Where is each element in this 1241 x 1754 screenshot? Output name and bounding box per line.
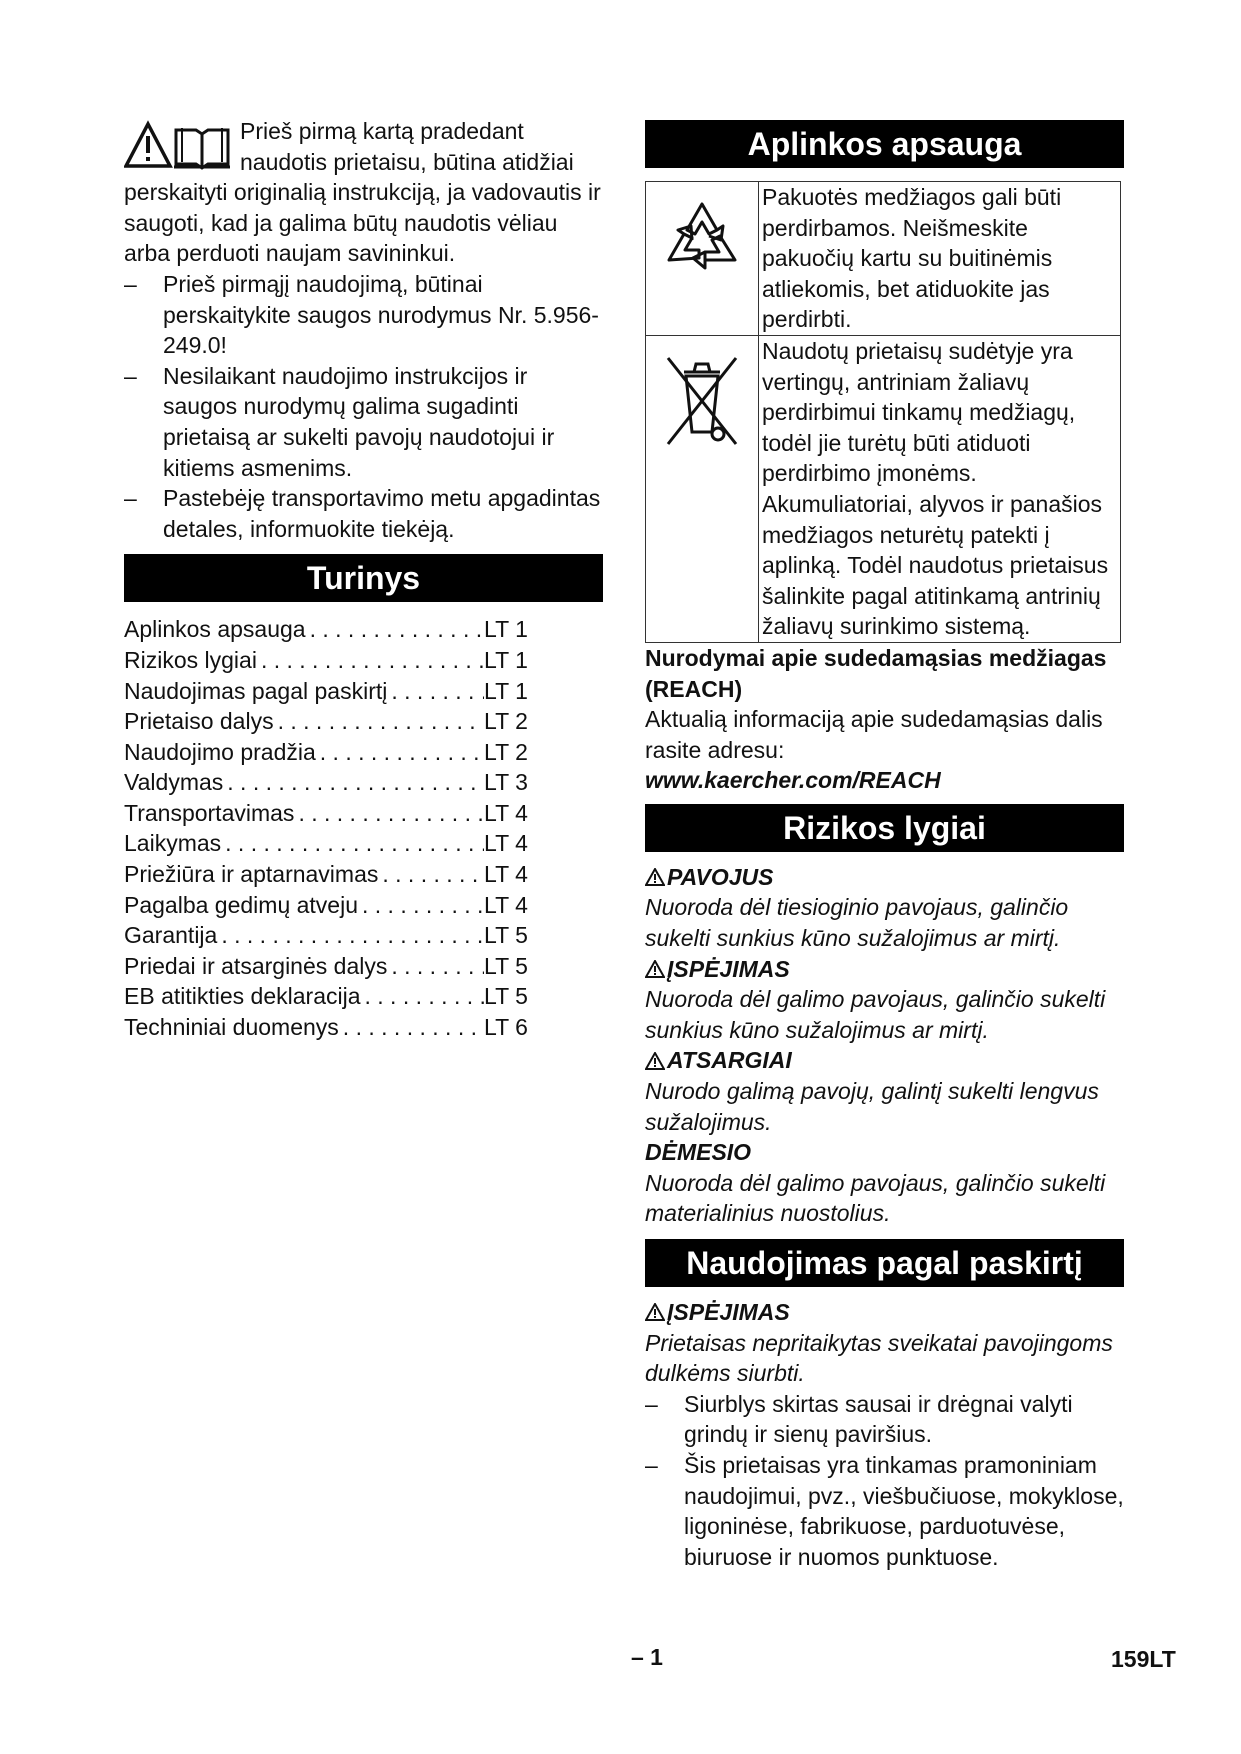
risk-level-label: PAVOJUS (645, 862, 1124, 893)
reach-link[interactable]: www.kaercher.com/REACH (645, 767, 941, 794)
warning-icon (645, 868, 665, 886)
right-column (645, 120, 1124, 1572)
list-item: – Šis prietaisas yra tinkamas pramoniniam naudojimui, pvz., viešbučiuose, mokyklose, ligoninėse, fabrikuose, parduotuvėse, biuruose ir nuomos punktuose. (645, 1450, 1124, 1572)
list-item: – Nesilaikant naudojimo instrukcijos ir saugos nurodymų galima sugadinti prietaisą ar sukelti pavojų naudotojui ir kitiems asmenims. (124, 361, 603, 483)
intro-text: Prieš pirmą kartą pradedant naudotis prietaisu, būtina atidžiai perskaityti originalią instrukciją, ja vadovautis ir saugoti, kad ja galima būtų naudotis vėliau arba perduoti naujam savininkui. (124, 118, 601, 267)
environment-heading: Aplinkos apsauga (645, 120, 1124, 168)
toc-row[interactable]: Priedai ir atsarginės dalys . . . LT 5 (124, 951, 536, 982)
usage-bullets (645, 1389, 1124, 1573)
reach-text: Aktualią informaciją apie sudedamąsias dalis rasite adresu: (645, 706, 1103, 763)
risk-level-label: ATSARGIAI (645, 1045, 1124, 1076)
usage-heading: Naudojimas pagal paskirtį (645, 1239, 1124, 1287)
table-cell (646, 182, 759, 336)
table-of-contents (124, 614, 603, 1042)
list-item: – Prieš pirmąjį naudojimą, būtinai perskaitykite saugos nurodymus Nr. 5.956-249.0! (124, 269, 603, 361)
toc-row[interactable]: Naudojimo pradžia . . . LT 2 (124, 737, 536, 768)
toc-row[interactable]: Laikymas . . . LT 4 (124, 828, 536, 859)
toc-row[interactable]: Techniniai duomenys . . . LT 6 (124, 1012, 536, 1043)
toc-heading: Turinys (124, 554, 603, 602)
left-column (124, 116, 603, 1043)
toc-row[interactable]: Garantija . . . LT 5 (124, 920, 536, 951)
toc-row[interactable]: Aplinkos apsauga . . . LT 1 (124, 614, 536, 645)
reach-title: Nurodymai apie sudedamąsias medžiagas (REACH) (645, 644, 1107, 702)
warning-icon (645, 1052, 665, 1070)
warning-icon (645, 960, 665, 978)
toc-row[interactable]: Prietaiso dalys . . . LT 2 (124, 706, 536, 737)
table-cell (646, 335, 759, 642)
risk-heading: Rizikos lygiai (645, 804, 1124, 852)
list-item: – Siurblys skirtas sausai ir drėgnai valyti grindų ir sienų paviršius. (645, 1389, 1124, 1450)
toc-row[interactable]: Transportavimas . . . LT 4 (124, 798, 536, 829)
toc-row[interactable]: Rizikos lygiai . . . LT 1 (124, 645, 536, 676)
page-number: – 1 (631, 1644, 663, 1670)
environment-table (645, 181, 1121, 643)
risk-level-text: Nuoroda dėl tiesioginio pavojaus, galinčio sukelti sunkius kūno sužalojimus ar mirtį. (645, 894, 1069, 952)
risk-level-label: DĖMESIO (645, 1139, 752, 1166)
risk-level-text: Nuoroda dėl galimo pavojaus, galinčio sukelti sunkius kūno sužalojimus ar mirtį. (645, 986, 1106, 1043)
toc-row[interactable]: Valdymas . . . LT 3 (124, 767, 536, 798)
crossed-bin-icon (662, 350, 742, 450)
usage-section (645, 1297, 1124, 1572)
risk-levels (645, 862, 1124, 1229)
usage-warning-text: Prietaisas nepritaikytas sveikatai pavojingoms dulkėms siurbti. (645, 1329, 1113, 1387)
risk-level-text: Nuoroda dėl galimo pavojaus, galinčio sukelti materialinius nuostolius. (645, 1169, 1106, 1227)
toc-row[interactable]: Priežiūra ir aptarnavimas . . . LT 4 (124, 859, 536, 890)
toc-row[interactable]: Pagalba gedimų atveju . . . LT 4 (124, 890, 536, 921)
recycling-icon (657, 196, 747, 286)
toc-row[interactable]: EB atitikties deklaracija . . . LT 5 (124, 981, 536, 1012)
risk-level-text: Nurodo galimą pavojų, galintį sukelti lengvus sužalojimus. (645, 1078, 1099, 1135)
table-cell: Pakuotės medžiagos gali būti perdirbamos. Neišmeskite pakuočių kartu su buitinėmis atliekomis, bet atiduokite jas perdirbti. (759, 182, 1121, 336)
warning-icon (645, 1303, 665, 1321)
intro-bullets (124, 269, 603, 544)
usage-warning-label: ĮSPĖJIMAS (645, 1297, 1124, 1328)
toc-row[interactable]: Naudojimas pagal paskirtį . . . LT 1 (124, 676, 536, 707)
table-row (646, 335, 1121, 642)
risk-level-label: ĮSPĖJIMAS (645, 954, 1124, 985)
list-item: – Pastebėję transportavimo metu apgadintas detales, informuokite tiekėją. (124, 483, 603, 544)
table-row (646, 182, 1121, 336)
table-cell: Naudotų prietaisų sudėtyje yra vertingų, antriniam žaliavų perdirbimui tinkamų medžiagų, todėl jie turėtų būti atiduoti perdirbimo įmonėms. Akumuliatoriai, alyvos ir panašios medžiagos neturėtų patekti į aplinką. Todėl naudotus prietaisus šalinkite pagal atitinkamą antrinių žaliavų surinkimo sistemą. (759, 335, 1121, 642)
intro-block (124, 116, 603, 269)
warning-read-manual-icon (124, 120, 236, 170)
page-code: 159LT (1111, 1646, 1176, 1672)
